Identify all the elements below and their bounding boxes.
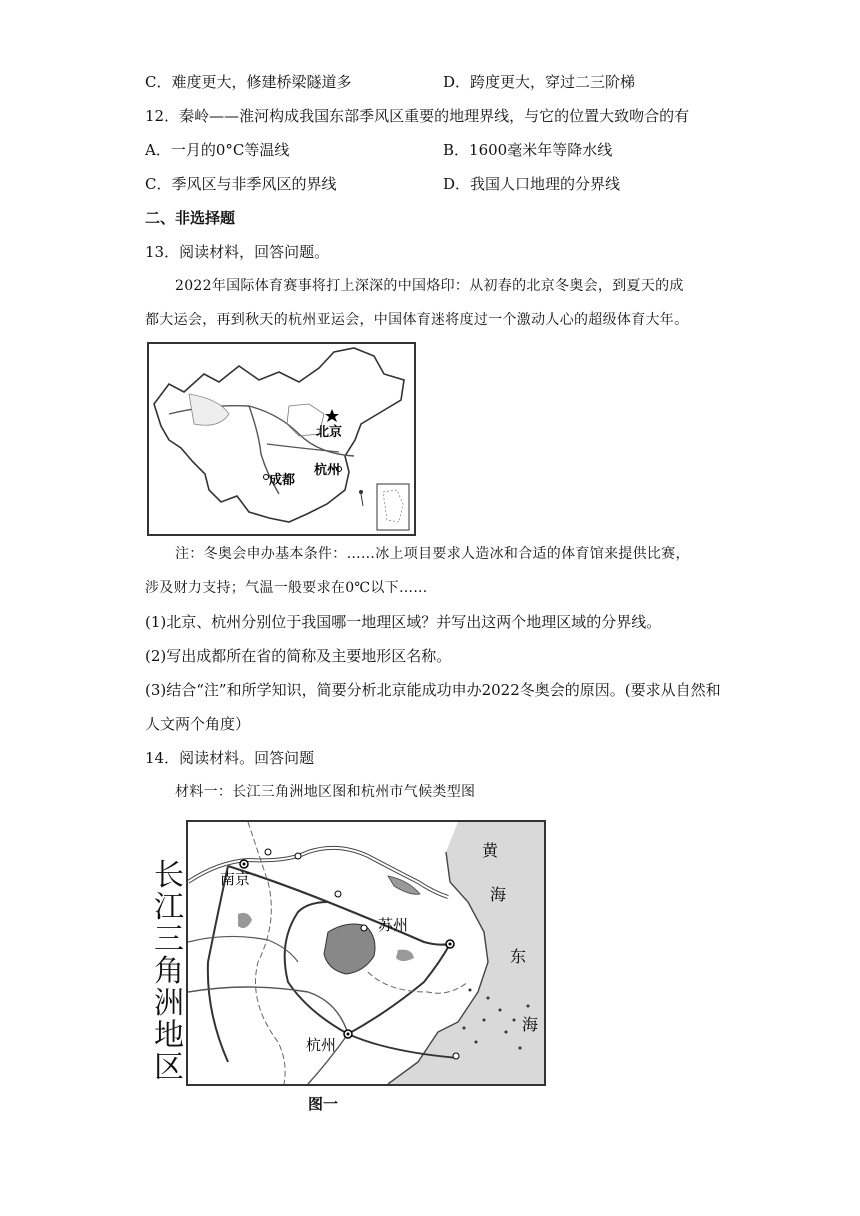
q13-sub3-line1: (3)结合“注”和所学知识，简要分析北京能成功申办2022冬奥会的原因。(要求从自然和 <box>145 681 721 699</box>
q12-option-a: A．一月的0°C等温线 <box>145 141 290 159</box>
map-label-suzhou: 苏州 <box>378 916 409 934</box>
q13-stem: 13．阅读材料，回答问题。 <box>145 243 330 261</box>
q11-option-d: D．跨度更大，穿过二三阶梯 <box>443 73 636 91</box>
q13-material-line1: 2022年国际体育赛事将打上深深的中国烙印：从初春的北京冬奥会，到夏天的成 <box>175 278 684 294</box>
map-label-nanjing: 南京 <box>220 870 251 888</box>
q13-sub2: (2)写出成都所在省的简称及主要地形区名称。 <box>145 647 452 665</box>
map-label-dong: 东 <box>510 947 527 966</box>
q14-stem: 14．阅读材料。回答问题 <box>145 749 315 767</box>
vtitle-char: 三 <box>154 922 184 957</box>
q11-option-c: C．难度更大，修建桥梁隧道多 <box>145 73 352 91</box>
vtitle-char: 地 <box>154 1018 184 1053</box>
vtitle-char: 长 <box>154 858 184 893</box>
q14-material1: 材料一：长江三角洲地区图和杭州市气候类型图 <box>175 784 476 800</box>
q13-note-line1: 注：冬奥会申办基本条件：……冰上项目要求人造冰和合适的体育馆来提供比赛， <box>175 546 690 562</box>
q13-material-line2: 都大运会，再到秋天的杭州亚运会，中国体育迷将度过一个激动人心的超级体育大年。 <box>145 312 689 328</box>
yangtze-delta-map-drawing <box>188 822 544 1084</box>
map-label-huang: 黄 <box>482 841 499 860</box>
china-map <box>147 342 416 536</box>
vtitle-char: 角 <box>154 954 184 989</box>
map-label-hai-1: 海 <box>490 885 507 904</box>
vtitle-char: 洲 <box>154 986 184 1021</box>
section-title: 二、非选择题 <box>145 209 236 227</box>
q13-note-line2: 涉及财力支持；气温一般要求在0℃以下…… <box>145 580 428 596</box>
map-label-beijing: 北京 <box>316 425 343 440</box>
map-vertical-title <box>152 860 186 1084</box>
q13-sub1: (1)北京、杭州分别位于我国哪一地理区域？并写出这两个地理区域的分界线。 <box>145 613 662 631</box>
q12-option-c: C．季风区与非季风区的界线 <box>145 175 337 193</box>
q13-sub3-line2: 人文两个角度） <box>145 715 251 733</box>
vtitle-char: 江 <box>154 890 184 925</box>
map-label-hangzhou: 杭州 <box>306 1036 337 1054</box>
q12-option-b: B．1600毫米年等降水线 <box>443 141 613 159</box>
q12-stem: 12．秦岭——淮河构成我国东部季风区重要的地理界线，与它的位置大致吻合的有 <box>145 107 690 125</box>
figure-caption: 图一 <box>308 1095 339 1113</box>
vtitle-char: 区 <box>154 1050 184 1085</box>
china-map-drawing <box>149 344 414 534</box>
map-label-hangzhou: 杭州 <box>314 463 341 478</box>
map-label-chengdu: 成都 <box>269 473 296 488</box>
map-label-hai-2: 海 <box>522 1015 539 1034</box>
yangtze-delta-map <box>186 820 546 1086</box>
q12-option-d: D．我国人口地理的分界线 <box>443 175 621 193</box>
